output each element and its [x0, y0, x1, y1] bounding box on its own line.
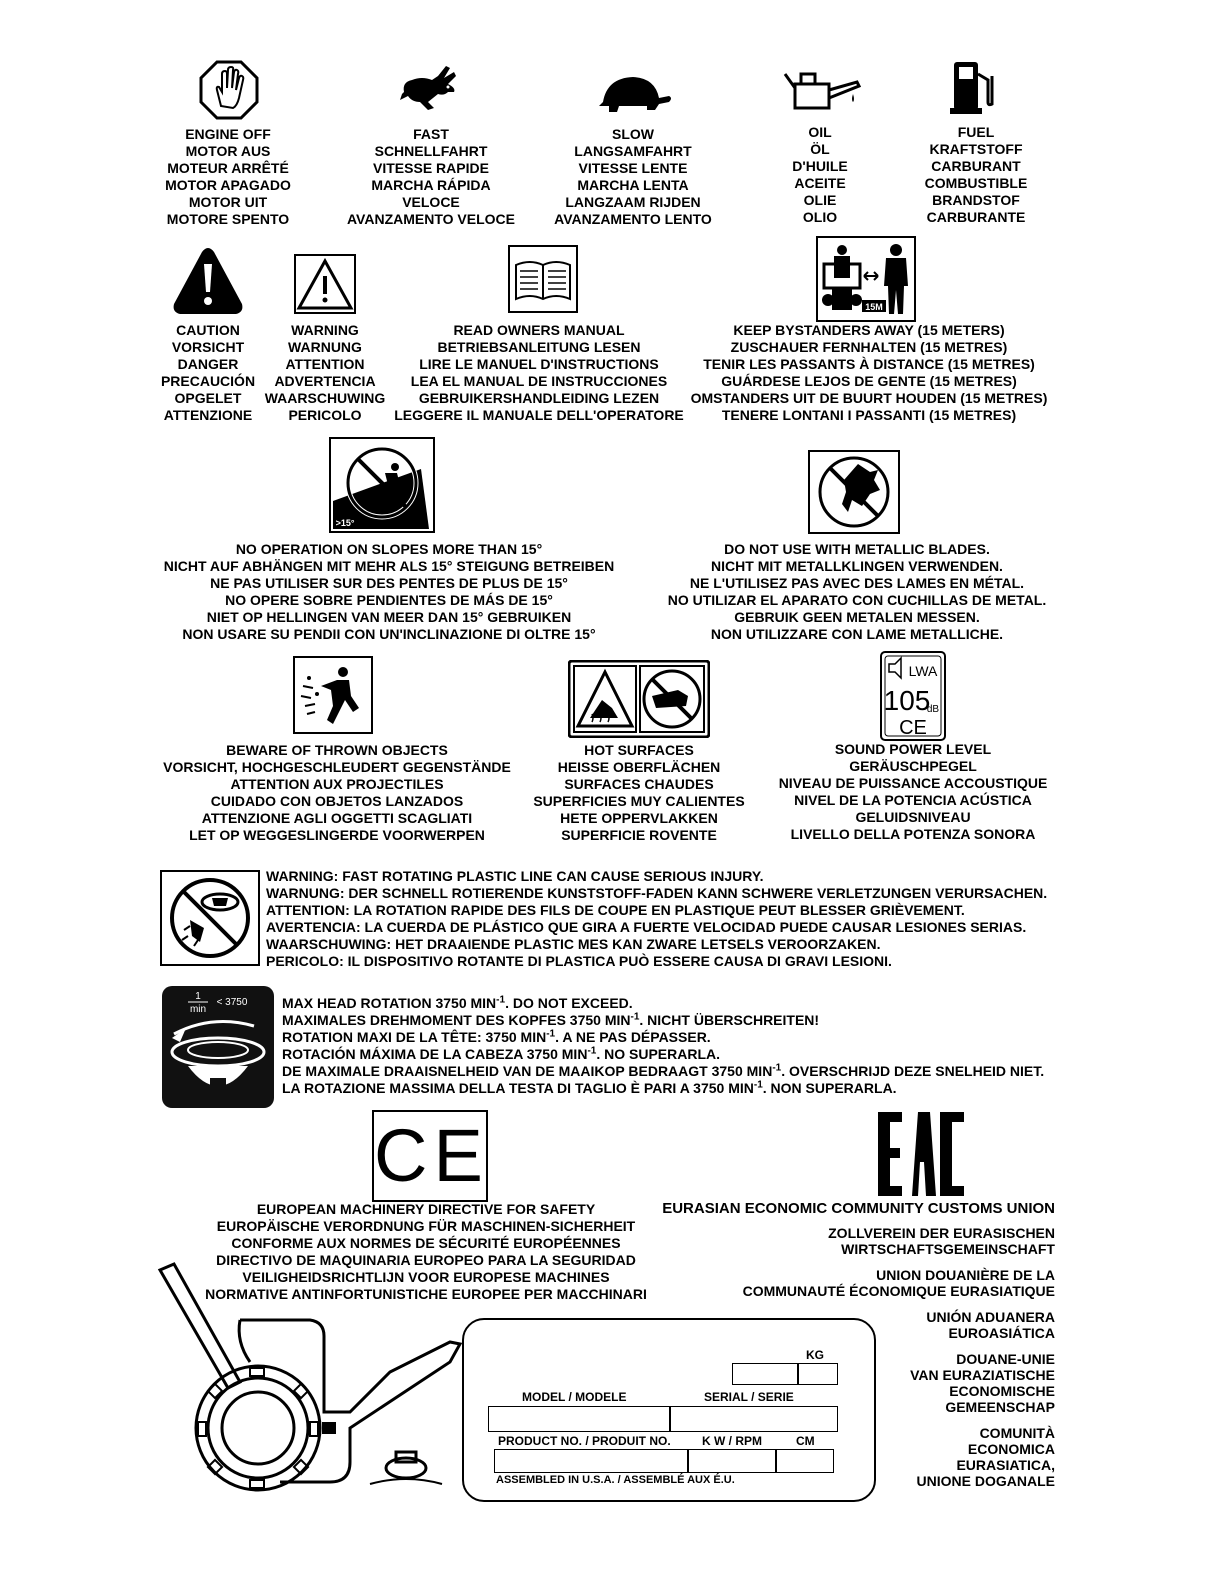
label-line: MOTOR APAGADO: [165, 177, 291, 193]
serial-label: SERIAL / SERIE: [704, 1390, 794, 1404]
label-line: PERICOLO: [288, 407, 362, 423]
eac-line: COMMUNAUTÉ ÉCONOMIQUE EURASIATIQUE: [742, 1283, 1055, 1299]
kg-label: KG: [806, 1348, 824, 1362]
label-line: SOUND POWER LEVEL: [834, 741, 992, 757]
label-line: OPGELET: [174, 390, 242, 406]
label-line: NE PAS UTILISER SUR DES PENTES DE PLUS DE 15°: [210, 575, 568, 591]
rotation-badge-den: min: [189, 1004, 207, 1015]
label-line: WARNING: [291, 322, 359, 338]
label-line: SUPERFICIES MUY CALIENTES: [533, 793, 745, 809]
eac-line: DOUANE-UNIE: [956, 1351, 1055, 1367]
manual-book-icon: [508, 245, 578, 313]
kw-rpm-field[interactable]: [688, 1449, 776, 1473]
label-line: CARBURANT: [931, 158, 1021, 174]
label-line: NO UTILIZAR EL APARATO CON CUCHILLAS DE METAL.: [667, 592, 1047, 608]
label-line: ATTENTION: [285, 356, 365, 372]
fast-label: [331, 126, 531, 228]
no-plastic-line-icon: [160, 870, 260, 966]
eac-line: UNIÓN ADUANERA: [926, 1309, 1055, 1325]
eac-line: EURASIATICA,: [956, 1457, 1055, 1473]
label-line: TENIR LES PASSANTS À DISTANCE (15 METRES): [703, 356, 1035, 372]
kg-field-2[interactable]: [798, 1363, 838, 1385]
trimmer-illustration: [150, 1262, 470, 1502]
rotation-line: MAXIMALES DREHMOMENT DES KOPFES 3750 $MIN^{-1}$. NICHT ÜBERSCHREITEN!: [282, 1011, 820, 1028]
label-line: CONFORME AUX NORMES DE SÉCURITÉ EUROPÉENNES: [231, 1235, 621, 1251]
label-line: MOTORE SPENTO: [166, 211, 290, 227]
caution-icon: [172, 246, 244, 316]
rotation-text: [282, 995, 1082, 1097]
label-line: NICHT AUF ABHÄNGEN MIT MEHR ALS 15° STEIGUNG BETREIBEN: [163, 558, 615, 574]
label-line: EUROPEAN MACHINERY DIRECTIVE FOR SAFETY: [256, 1201, 596, 1217]
kg-field[interactable]: [732, 1363, 798, 1385]
label-line: VEILIGHEIDSRICHTLIJN VOOR EUROPESE MACHINES: [242, 1269, 610, 1285]
label-line: WAARSCHUWING: [264, 390, 386, 406]
bystanders-distance-badge: 15M: [865, 302, 883, 312]
label-line: NIET OP HELLINGEN VAN MEER DAN 15° GEBRUIKEN: [206, 609, 572, 625]
read-manual-label: [390, 322, 688, 424]
warning-line: WAARSCHUWING: HET DRAAIENDE PLASTIC MES KAN ZWARE LETSELS VEROORZAKEN.: [266, 936, 881, 952]
eac-line: GEMEENSCHAP: [945, 1399, 1055, 1415]
label-line: LEA EL MANUAL DE INSTRUCCIONES: [410, 373, 668, 389]
label-line: LEGGERE IL MANUALE DELL'OPERATORE: [394, 407, 684, 423]
label-line: NON UTILIZZARE CON LAME METALLICHE.: [710, 626, 1004, 642]
engine-off-label: [128, 126, 328, 228]
rotation-line: ROTATION MAXI DE LA TÊTE: 3750 $MIN^{-1}$. A NE PAS DÉPASSER.: [282, 1028, 711, 1045]
label-line: LIVELLO DELLA POTENZA SONORA: [790, 826, 1036, 842]
label-line: EUROPÄISCHE VERORDNUNG FÜR MASCHINEN-SICHERHEIT: [216, 1218, 636, 1234]
oil-label: [760, 124, 880, 226]
eac-line-en: EURASIAN ECONOMIC COMMUNITY CUSTOMS UNION: [662, 1200, 1055, 1217]
oil-can-icon: [783, 68, 861, 112]
ce-mark: CE: [374, 1114, 489, 1197]
label-line: LET OP WEGGESLINGERDE VOORWERPEN: [189, 827, 485, 843]
cm-label: CM: [796, 1434, 815, 1448]
label-line: MARCHA LENTA: [577, 177, 689, 193]
rotation-badge-limit: < 3750: [216, 997, 248, 1008]
rotation-line: LA ROTAZIONE MASSIMA DELLA TESTA DI TAGLIO È PARI A 3750 $MIN^{-1}$. NON SUPERARLA.: [282, 1079, 897, 1096]
label-line: VITESSE LENTE: [578, 160, 688, 176]
thrown-objects-label: [150, 742, 524, 844]
label-line: LANGZAAM RIJDEN: [565, 194, 701, 210]
eac-line: UNION DOUANIÈRE DE LA: [876, 1267, 1055, 1283]
rotation-line: ROTACIÓN MÁXIMA DE LA CABEZA 3750 $MIN^{-1}$. NO SUPERARLA.: [282, 1045, 721, 1062]
ce-small: CE: [899, 717, 927, 739]
label-line: ATTENZIONE AGLI OGGETTI SCAGLIATI: [201, 810, 473, 826]
db-unit: dB: [926, 704, 940, 715]
fuel-pump-icon: [948, 58, 996, 116]
sound-power-icon: [879, 650, 947, 742]
label-line: GEBRUIKERSHANDLEIDING LEZEN: [418, 390, 660, 406]
label-line: PRECAUCIÓN: [160, 373, 256, 389]
label-line: ÖL: [810, 141, 830, 157]
no-slope-label: [150, 541, 628, 643]
slope-angle-badge: >15°: [335, 518, 355, 528]
rabbit-icon: [398, 62, 462, 112]
label-line: DANGER: [177, 356, 239, 372]
warning-line: AVERTENCIA: LA CUERDA DE PLÁSTICO QUE GIRA A FUERTE VELOCIDAD PUEDE CAUSAR LESIONES SERIAS.: [266, 919, 1027, 935]
label-line: LIRE LE MANUEL D'INSTRUCTIONS: [419, 356, 659, 372]
warning-line: PERICOLO: IL DISPOSITIVO ROTANTE DI PLASTICA PUÒ ESSERE CAUSA DI GRAVI LESIONI.: [266, 953, 892, 969]
label-line: DO NOT USE WITH METALLIC BLADES.: [724, 541, 990, 557]
stop-hand-icon: [199, 60, 259, 120]
serial-field[interactable]: [670, 1406, 838, 1432]
label-line: ACEITE: [794, 175, 846, 191]
label-line: SCHNELLFAHRT: [374, 143, 488, 159]
label-line: GUÁRDESE LEJOS DE GENTE (15 METRES): [721, 373, 1017, 389]
thrown-objects-icon: [293, 656, 373, 734]
eac-line: VAN EURAZIATISCHE: [910, 1367, 1055, 1383]
eac-line: WIRTSCHAFTSGEMEINSCHAFT: [841, 1241, 1055, 1257]
eac-line: ZOLLVEREIN DER EURASISCHEN: [828, 1225, 1055, 1241]
label-line: ENGINE OFF: [185, 126, 271, 142]
max-rotation-icon: [162, 986, 274, 1108]
label-line: ZUSCHAUER FERNHALTEN (15 METRES): [730, 339, 1008, 355]
label-line: D'HUILE: [792, 158, 848, 174]
label-line: NON USARE SU PENDII CON UN'INCLINAZIONE DI OLTRE 15°: [182, 626, 596, 642]
rotation-line: DE MAXIMALE DRAAISNELHEID VAN DE MAAIKOP BEDRAAGT 3750 $MIN^{-1}$. OVERSCHRIJD DEZE SNELHEID NIET.: [282, 1062, 1045, 1079]
warning-triangle-icon: [294, 254, 356, 314]
label-line: WARNUNG: [288, 339, 362, 355]
label-line: MOTEUR ARRÊTÉ: [167, 160, 289, 176]
eac-line: ECONOMICA: [967, 1441, 1055, 1457]
caution-label: [148, 322, 268, 424]
label-line: GELUIDSNIVEAU: [855, 809, 971, 825]
eac-line: ECONOMISCHE: [949, 1383, 1055, 1399]
label-line: GERÄUSCHPEGEL: [849, 758, 977, 774]
eac-mark-icon: [876, 1110, 966, 1198]
sound-power-label: [766, 741, 1060, 843]
label-line: NIVEL DE LA POTENCIA ACÚSTICA: [794, 792, 1032, 808]
no-metal-blade-icon: [808, 450, 900, 534]
label-line: COMBUSTIBLE: [924, 175, 1028, 191]
bystanders-label: [686, 322, 1052, 424]
warning-label: [260, 322, 390, 424]
lwa-label: LWA: [908, 663, 938, 679]
label-line: BRANDSTOF: [932, 192, 1020, 208]
turtle-icon: [593, 72, 673, 114]
hot-surface-icon: [568, 660, 710, 738]
label-line: MOTOR UIT: [188, 194, 268, 210]
label-line: OMSTANDERS UIT DE BUURT HOUDEN (15 METRES): [690, 390, 1048, 406]
warning-line: WARNUNG: DER SCHNELL ROTIERENDE KUNSTSTOFF-FADEN KANN SCHWERE VERLETZUNGEN VERURSACHEN.: [266, 885, 1048, 901]
eac-line: EUROASIÁTICA: [948, 1325, 1055, 1341]
bystanders-icon: [816, 236, 916, 322]
eac-line: UNIONE DOGANALE: [916, 1473, 1055, 1489]
no-metal-blade-label: [656, 541, 1058, 643]
rotation-line: MAX HEAD ROTATION 3750 $MIN^{-1}$. DO NOT EXCEED.: [282, 994, 633, 1011]
label-line: LANGSAMFAHRT: [574, 143, 692, 159]
label-line: BEWARE OF THROWN OBJECTS: [226, 742, 448, 758]
ce-mark-box: [372, 1110, 488, 1202]
label-line: GEBRUIK GEEN METALEN MESSEN.: [734, 609, 980, 625]
label-line: KRAFTSTOFF: [929, 141, 1023, 157]
label-line: AVANZAMENTO LENTO: [554, 211, 712, 227]
label-line: VORSICHT, HOCHGESCHLEUDERT GEGENSTÄNDE: [163, 759, 511, 775]
no-slope-icon: [329, 437, 435, 533]
label-line: ADVERTENCIA: [274, 373, 376, 389]
label-line: NO OPERATION ON SLOPES MORE THAN 15°: [235, 541, 543, 557]
warning-line: WARNING: FAST ROTATING PLASTIC LINE CAN CAUSE SERIOUS INJURY.: [266, 868, 764, 884]
label-line: MARCHA RÁPIDA: [371, 177, 491, 193]
label-line: CAUTION: [176, 322, 240, 338]
label-line: VORSICHT: [171, 339, 245, 355]
kw-rpm-label: K W / RPM: [702, 1434, 762, 1448]
assembled-label: ASSEMBLED IN U.S.A. / ASSEMBLÉ AUX É.U.: [496, 1474, 735, 1486]
product-field[interactable]: [494, 1449, 688, 1473]
label-line: VITESSE RAPIDE: [373, 160, 489, 176]
fuel-label: [906, 124, 1046, 226]
cm-field[interactable]: [776, 1449, 834, 1473]
label-line: DIRECTIVO DE MAQUINARIA EUROPEO PARA LA SEGURIDAD: [216, 1252, 636, 1268]
label-line: SURFACES CHAUDES: [564, 776, 714, 792]
model-field[interactable]: [488, 1406, 670, 1432]
label-line: OIL: [808, 124, 832, 140]
label-line: NE L'UTILISEZ PAS AVEC DES LAMES EN MÉTAL.: [689, 575, 1025, 591]
label-line: AVANZAMENTO VELOCE: [346, 211, 515, 227]
label-line: OLIE: [803, 192, 837, 208]
label-line: KEEP BYSTANDERS AWAY (15 METERS): [733, 322, 1005, 338]
label-line: NO OPERE SOBRE PENDIENTES DE MÁS DE 15°: [225, 592, 553, 608]
label-line: TENERE LONTANI I PASSANTI (15 METRES): [721, 407, 1017, 423]
hot-surface-label: [524, 742, 754, 844]
eac-line: COMUNITÀ: [979, 1425, 1055, 1441]
warning-line: ATTENTION: LA ROTATION RAPIDE DES FILS DE COUPE EN PLASTIQUE PEUT BLESSER GRIÈVEMENT.: [266, 902, 965, 918]
label-line: OLIO: [802, 209, 838, 225]
label-line: VELOCE: [402, 194, 460, 210]
label-line: SUPERFICIE ROVENTE: [561, 827, 717, 843]
label-line: NIVEAU DE PUISSANCE ACCOUSTIQUE: [778, 775, 1048, 791]
label-line: HOT SURFACES: [584, 742, 694, 758]
label-line: FUEL: [957, 124, 995, 140]
rotation-badge-num: 1: [195, 991, 201, 1002]
label-line: HEISSE OBERFLÄCHEN: [557, 759, 721, 775]
label-line: SLOW: [612, 126, 654, 142]
label-line: ATTENZIONE: [163, 407, 253, 423]
label-line: CUIDADO CON OBJETOS LANZADOS: [210, 793, 464, 809]
label-line: NORMATIVE ANTINFORTUNISTICHE EUROPEE PER MACCHINARI: [205, 1286, 647, 1302]
label-line: BETRIEBSANLEITUNG LESEN: [437, 339, 641, 355]
label-line: CARBURANTE: [926, 209, 1026, 225]
model-label: MODEL / MODELE: [522, 1390, 627, 1404]
product-label: PRODUCT NO. / PRODUIT NO.: [498, 1434, 671, 1448]
slow-label: [533, 126, 733, 228]
db-value: 105: [883, 685, 931, 716]
plastic-line-warning: [266, 868, 1086, 970]
label-line: ATTENTION AUX PROJECTILES: [230, 776, 444, 792]
label-line: READ OWNERS MANUAL: [453, 322, 625, 338]
label-line: MOTOR AUS: [185, 143, 271, 159]
label-line: NICHT MIT METALLKLINGEN VERWENDEN.: [711, 558, 1003, 574]
label-line: HETE OPPERVLAKKEN: [560, 810, 718, 826]
label-line: FAST: [413, 126, 449, 142]
